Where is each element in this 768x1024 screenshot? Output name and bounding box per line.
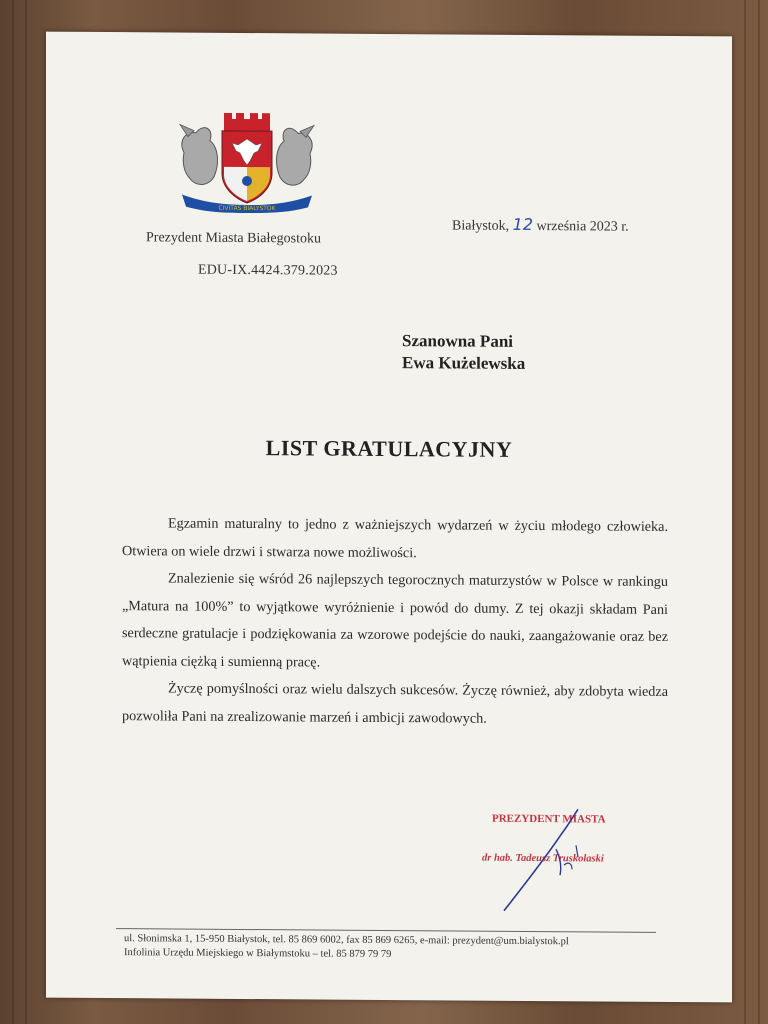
letter-body — [122, 510, 668, 734]
addressee-block — [402, 330, 525, 375]
addressee-name: Ewa Kużelewska — [402, 353, 526, 373]
handwritten-signature — [494, 805, 624, 916]
footer-hotline: Infolinia Urzędu Miejskiego w Białymstoku – tel. 85 879 79 79 — [124, 947, 392, 961]
date-place: Białystok, — [452, 218, 510, 234]
letter-date — [452, 214, 629, 235]
footer-address: ul. Słonimska 1, 15-950 Białystok, tel. 85 869 6002, fax 85 869 6265, e-mail: prezydent@um.bialystok.pl — [124, 933, 569, 948]
date-day-handwritten: 12 — [512, 214, 534, 235]
letter-title: LIST GRATULACYJNY — [265, 435, 513, 462]
crest-banner-text: CIVITAS BIALYSTOK — [218, 204, 276, 213]
city-crest-emblem — [174, 112, 320, 213]
body-paragraph: Życzę pomyślności oraz wielu dalszych sukcesów. Życzę również, aby zdobyta wiedza pozwoliła Pani na zrealizowanie marzeń i ambicji zawodowych. — [122, 680, 668, 727]
date-month-year: września 2023 r. — [536, 219, 629, 235]
signature-name-stamp: dr hab. Tadeusz Truskolaski — [482, 852, 604, 865]
footer-contact — [124, 932, 569, 963]
letter-page — [46, 32, 732, 1003]
sender-office: Prezydent Miasta Białegostoku — [146, 230, 321, 247]
body-paragraph: Egzamin maturalny to jedno z ważniejszych wydarzeń w życiu młodego człowieka. Otwiera on wiele drzwi i stwarza nowe możliwości. — [122, 515, 668, 561]
signature-title-stamp: PREZYDENT MIASTA — [492, 812, 606, 826]
reference-number: EDU-IX.4424.379.2023 — [198, 262, 338, 279]
salutation: Szanowna Pani — [402, 331, 513, 351]
body-paragraph: Znalezienie się wśród 26 najlepszych tegorocznych maturzystów w Polsce w rankingu „Matura na 100%” to wyjątkowe wyróżnienie i powód do dumy. Z tej okazji składam Pani serdeczne gratulacje i podziękowania za wzorowe podejście do nauki, zaangażowanie oraz bez wątpienia ciężką i sumienną pracę. — [122, 570, 668, 671]
